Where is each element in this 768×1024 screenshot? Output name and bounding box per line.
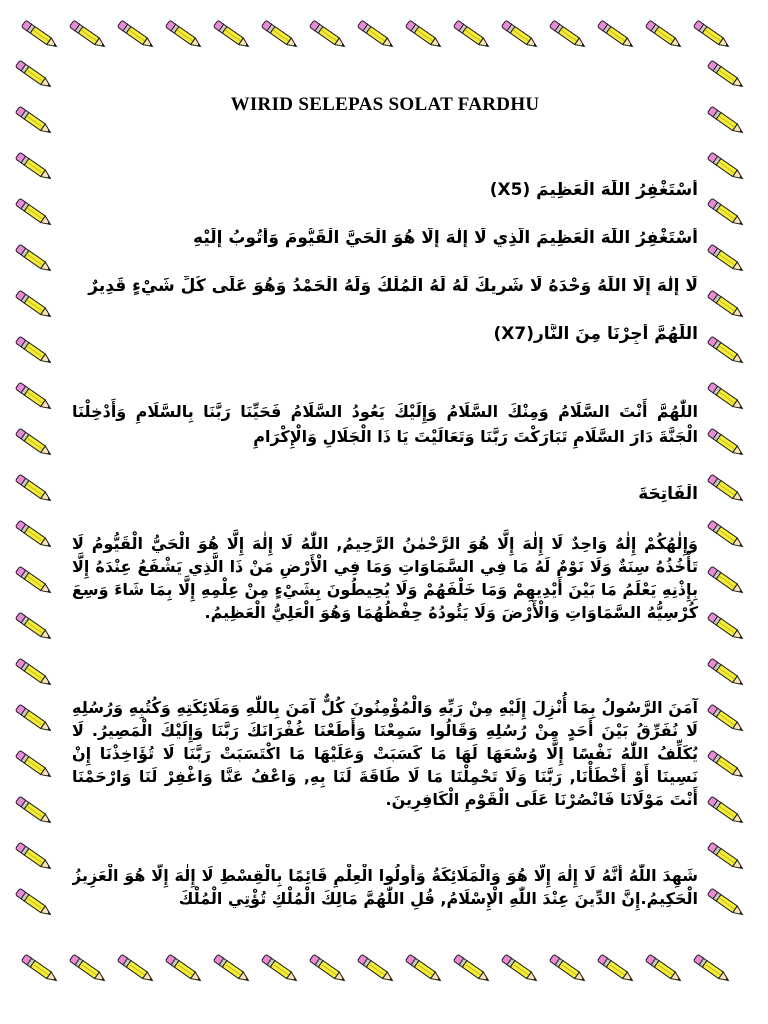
pencil-icon xyxy=(700,842,752,872)
amana-rasul-paragraph: آمَنَ الرَّسُولُ بِمَا أُنْزِلَ إِلَيْهِ مِنْ رَبِّهِ وَالْمُؤْمِنُونَ كُلٌّ آمَنَ بِاللّٰهِ وَمَلَائِكَتِهِ وَكُتُبِهِ وَرُسُلِهِ لَا نُفَرِّقُ بَيْنَ أَحَدٍ مِنْ رُسُلِهِ وَقَالُوا سَمِعْنَا وَأَطَعْنَا غُفْرَانَكَ رَبَّنَا وَإِلَيْكَ الْمَصِيرُ. لَا يُكَلِّفُ اللّٰهُ نَفْسًا إِلَّا وُسْعَهَا لَهَا مَا كَسَبَتْ وَعَلَيْهَا مَا اكْتَسَبَتْ رَبَّنَا لَا تُؤَاخِذْنَا إِنْ نَسِينَا أَوْ أَخْطَأْنَا, رَبَّنَا وَلَا تَحْمِلْنَا مَا لَا طَاقَةَ لَنَا بِهِ, وَاعْفُ عَنَّا وَاغْفِرْ لَنَا وَارْحَمْنَا أَنْتَ مَوْلَانَا فَانْصُرْنَا عَلَى الْقَوْمِ الْكَافِرِينَ. xyxy=(72,698,698,809)
pencil-icon xyxy=(700,796,752,826)
pencil-icon xyxy=(638,954,690,984)
pencil-icon xyxy=(700,566,752,596)
pencil-icon xyxy=(8,520,60,550)
pencil-icon xyxy=(700,106,752,136)
pencil-icon xyxy=(62,954,114,984)
pencil-icon xyxy=(14,954,66,984)
pencil-icon xyxy=(398,954,450,984)
pencil-icon xyxy=(700,428,752,458)
pencil-icon xyxy=(302,20,354,50)
pencil-icon xyxy=(686,954,738,984)
pencil-icon xyxy=(350,20,402,50)
pencil-icon xyxy=(700,336,752,366)
pencil-icon xyxy=(494,20,546,50)
pencil-icon xyxy=(110,20,162,50)
pencil-icon xyxy=(542,20,594,50)
pencil-icon xyxy=(700,60,752,90)
pencil-icon xyxy=(700,474,752,504)
pencil-icon xyxy=(8,750,60,780)
fatihah-line: الْفَاتِحَةَ xyxy=(638,484,698,504)
pencil-icon xyxy=(8,612,60,642)
pencil-icon xyxy=(350,954,402,984)
pencil-icon xyxy=(254,954,306,984)
pencil-icon xyxy=(446,954,498,984)
pencil-icon xyxy=(8,244,60,274)
pencil-icon xyxy=(8,336,60,366)
border-bottom xyxy=(14,940,754,998)
pencil-icon xyxy=(8,842,60,872)
document-title: WIRID SELEPAS SOLAT FARDHU xyxy=(230,94,540,115)
pencil-icon xyxy=(8,290,60,320)
pencil-icon xyxy=(494,954,546,984)
pencil-icon xyxy=(8,658,60,688)
pencil-icon xyxy=(62,20,114,50)
pencil-icon xyxy=(8,704,60,734)
pencil-icon xyxy=(700,382,752,412)
pencil-icon xyxy=(590,954,642,984)
pencil-icon xyxy=(8,566,60,596)
pencil-icon xyxy=(8,796,60,826)
pencil-icon xyxy=(8,106,60,136)
pencil-icon xyxy=(700,704,752,734)
pencil-icon xyxy=(638,20,690,50)
pencil-icon xyxy=(110,954,162,984)
document-page xyxy=(72,60,698,940)
pencil-icon xyxy=(158,20,210,50)
pencil-icon xyxy=(206,20,258,50)
pencil-icon xyxy=(700,612,752,642)
border-left xyxy=(8,60,68,940)
pencil-icon xyxy=(8,60,60,90)
pencil-icon xyxy=(700,658,752,688)
pencil-icon xyxy=(700,152,752,182)
pencil-icon xyxy=(8,382,60,412)
pencil-icon xyxy=(8,152,60,182)
pencil-icon xyxy=(8,198,60,228)
pencil-icon xyxy=(700,244,752,274)
pencil-icon xyxy=(700,750,752,780)
pencil-icon xyxy=(700,198,752,228)
ayat-kursi-paragraph: وَإِلٰهُكُمْ إِلٰهٌ وَاحِدٌ لَا إِلٰهَ إِلَّا هُوَ الرَّحْمٰنُ الرَّحِيمُ, اللّٰهُ لَا إِلٰهَ إِلَّا هُوَ الْحَيُّ الْقَيُّومُ لَا تَأْخُذُهُ سِنَةٌ وَلَا نَوْمٌ لَهُ مَا فِي السَّمَاوَاتِ وَمَا فِي الْأَرْضِ مَنْ ذَا الَّذِي يَشْفَعُ عِنْدَهُ إِلَّا بِإِذْنِهِ يَعْلَمُ مَا بَيْنَ أَيْدِيهِمْ وَمَا خَلْفَهُمْ وَلَا يُحِيطُونَ بِشَيْءٍ مِنْ عِلْمِهِ إِلَّا بِمَا شَاءَ وَسِعَ كُرْسِيُّهُ السَّمَاوَاتِ وَالْأَرْضَ وَلَا يَئُودُهُ حِفْظُهُمَا وَهُوَ الْعَلِيُّ الْعَظِيمُ. xyxy=(72,534,698,622)
pencil-icon xyxy=(8,428,60,458)
pencil-icon xyxy=(700,888,752,918)
pencil-icon xyxy=(14,20,66,50)
pencil-icon xyxy=(590,20,642,50)
istighfar-short-line: أَسْتَغْفِرُ اللّٰهَ الْعَظِيمَ (X5) xyxy=(489,180,698,200)
tahlil-line: لَا إِلٰهَ إِلَّا اللّٰهُ وَحْدَهُ لَا شَرِيكَ لَهُ لَهُ الْمُلْكُ وَلَهُ الْحَمْدُ وَهُوَ عَلَى كُلِّ شَيْءٍ قَدِيرٌ xyxy=(88,276,698,296)
pencil-icon xyxy=(302,954,354,984)
shahida-paragraph: شَهِدَ اللّٰهُ أَنَّهُ لَا إِلٰهَ إِلَّا هُوَ وَالْمَلَائِكَةُ وَأُولُوا الْعِلْمِ قَائِمًا بِالْقِسْطِ لَا إِلٰهَ إِلَّا هُوَ الْعَزِيزُ الْحَكِيمُ.إِنَّ الدِّينَ عِنْدَ اللّٰهِ الْإِسْلَامُ, قُلِ اللّٰهُمَّ مَالِكَ الْمُلْكِ تُؤْتِي الْمُلْكَ xyxy=(72,866,698,908)
border-top xyxy=(14,6,754,64)
border-right xyxy=(700,60,760,940)
pencil-icon xyxy=(446,20,498,50)
pencil-icon xyxy=(158,954,210,984)
istighfar-long-line: أَسْتَغْفِرُ اللّٰهَ الْعَظِيمَ الَّذِي لَا إِلٰهَ إِلَّا هُوَ الْحَيَّ الْقَيُّومَ وَأَتُوبُ إِلَيْهِ xyxy=(193,228,698,248)
pencil-icon xyxy=(700,520,752,550)
pencil-icon xyxy=(8,888,60,918)
ajirna-line: اللّٰهُمَّ أَجِرْنَا مِنَ النَّارِ(X7) xyxy=(493,324,698,344)
salam-paragraph: اللّٰهُمَّ أَنْتَ السَّلَامُ وَمِنْكَ السَّلَامُ وَإِلَيْكَ يَعُودُ السَّلَامُ فَحَيِّنَا رَبَّنَا بِالسَّلَامِ وَأَدْخِلْنَا الْجَنَّةَ دَارَ السَّلَامِ تَبَارَكْتَ رَبَّنَا وَتَعَالَيْتَ يَا ذَا الْجَلَالِ وَالْإِكْرَامِ xyxy=(72,402,698,446)
pencil-icon xyxy=(700,290,752,320)
pencil-icon xyxy=(542,954,594,984)
pencil-icon xyxy=(686,20,738,50)
pencil-icon xyxy=(206,954,258,984)
pencil-icon xyxy=(398,20,450,50)
pencil-icon xyxy=(254,20,306,50)
pencil-icon xyxy=(8,474,60,504)
